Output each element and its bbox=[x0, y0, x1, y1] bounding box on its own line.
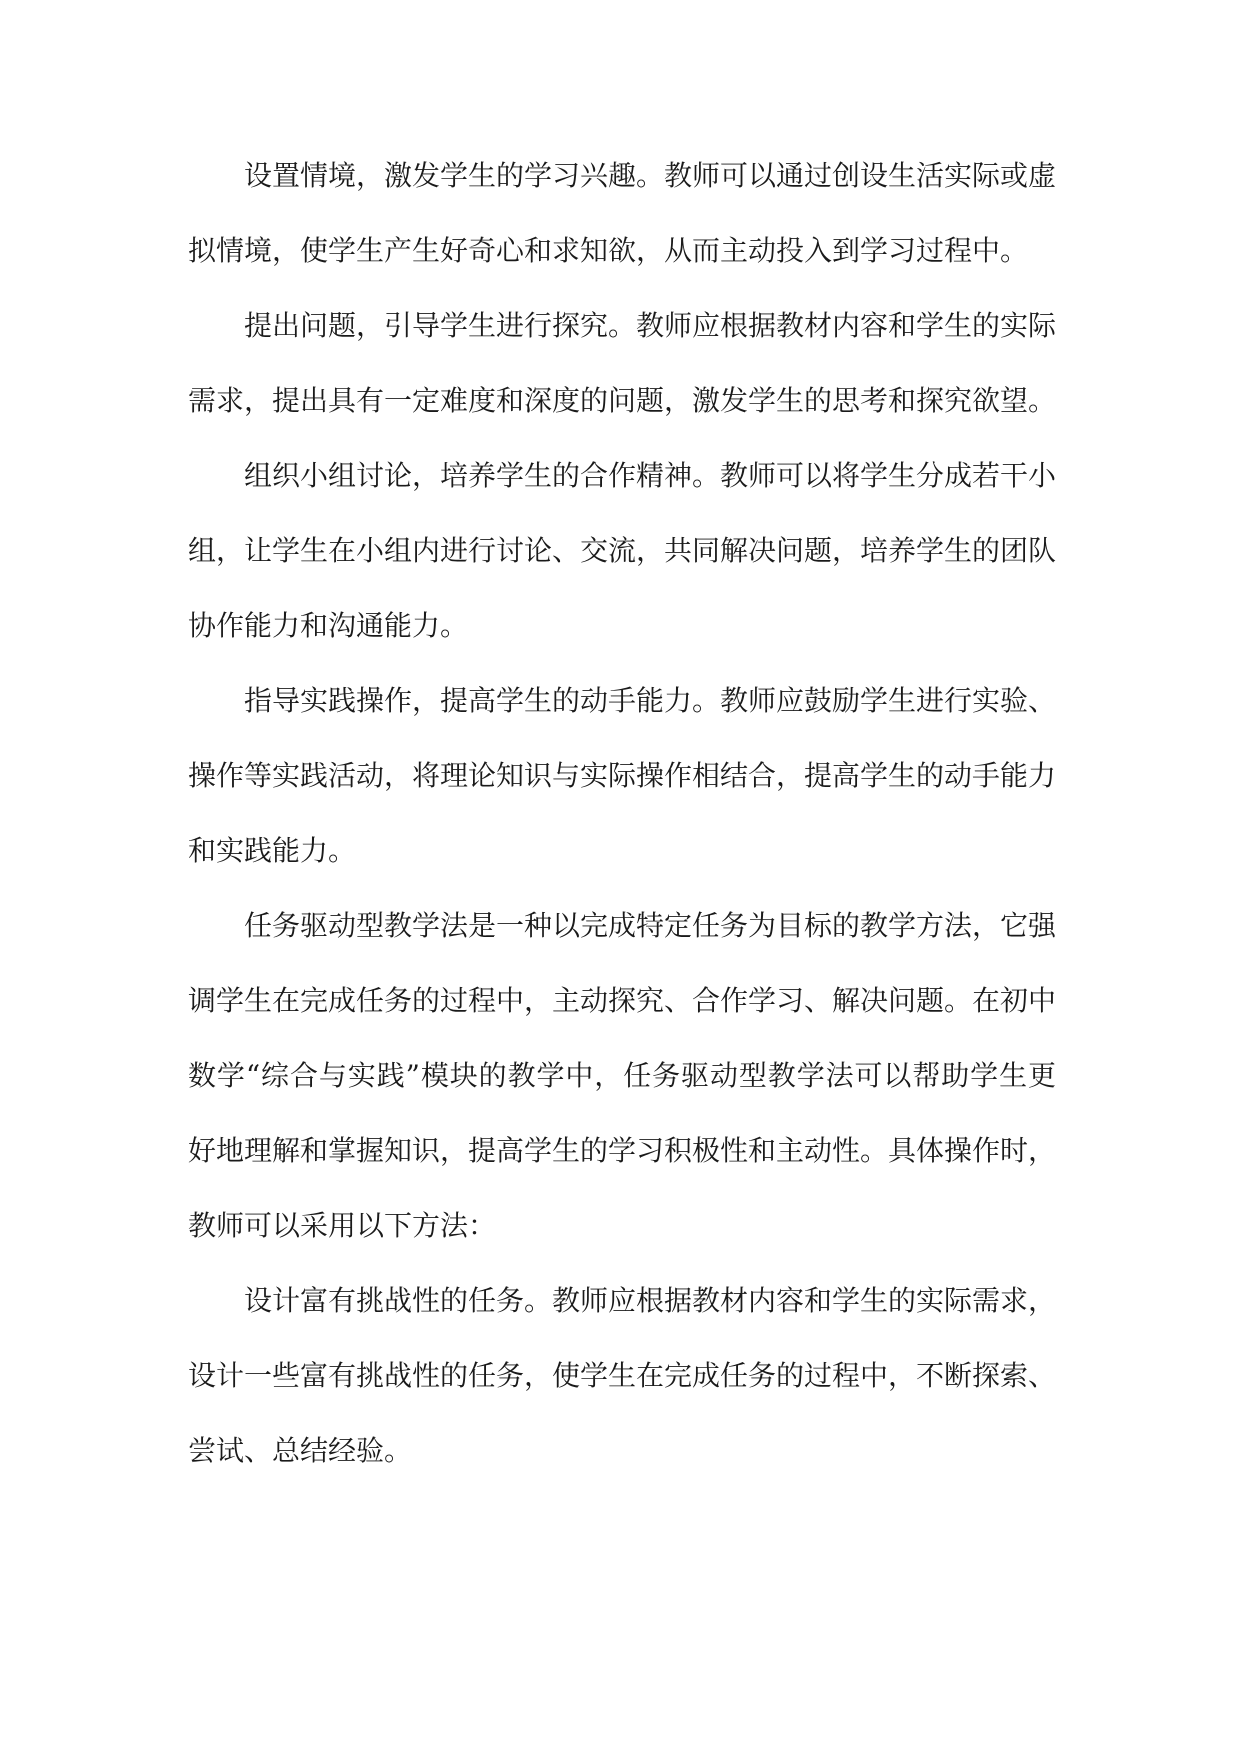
paragraph-situation: 设置情境，激发学生的学习兴趣。教师可以通过创设生活实际或虚拟情境，使学生产生好奇心和求知欲，从而主动投入到学习过程中。 bbox=[188, 159, 1057, 267]
paragraph-practice: 指导实践操作，提高学生的动手能力。教师应鼓励学生进行实验、操作等实践活动，将理论知识与实际操作相结合，提高学生的动手能力和实践能力。 bbox=[188, 684, 1057, 867]
paragraph-challenging-tasks: 设计富有挑战性的任务。教师应根据教材内容和学生的实际需求，设计一些富有挑战性的任务，使学生在完成任务的过程中，不断探索、尝试、总结经验。 bbox=[188, 1284, 1057, 1467]
paragraph-group-discussion: 组织小组讨论，培养学生的合作精神。教师可以将学生分成若干小组，让学生在小组内进行讨论、交流，共同解决问题，培养学生的团队协作能力和沟通能力。 bbox=[188, 459, 1057, 642]
paragraph-task-driven: 任务驱动型教学法是一种以完成特定任务为目标的教学方法，它强调学生在完成任务的过程中，主动探究、合作学习、解决问题。在初中数学“综合与实践”模块的教学中，任务驱动型教学法可以帮助学生更好地理解和掌握知识，提高学生的学习积极性和主动性。具体操作时，教师可以采用以下方法： bbox=[188, 909, 1057, 1242]
paragraph-questions: 提出问题，引导学生进行探究。教师应根据教材内容和学生的实际需求，提出具有一定难度和深度的问题，激发学生的思考和探究欲望。 bbox=[188, 309, 1057, 417]
document-body bbox=[188, 138, 1056, 1488]
